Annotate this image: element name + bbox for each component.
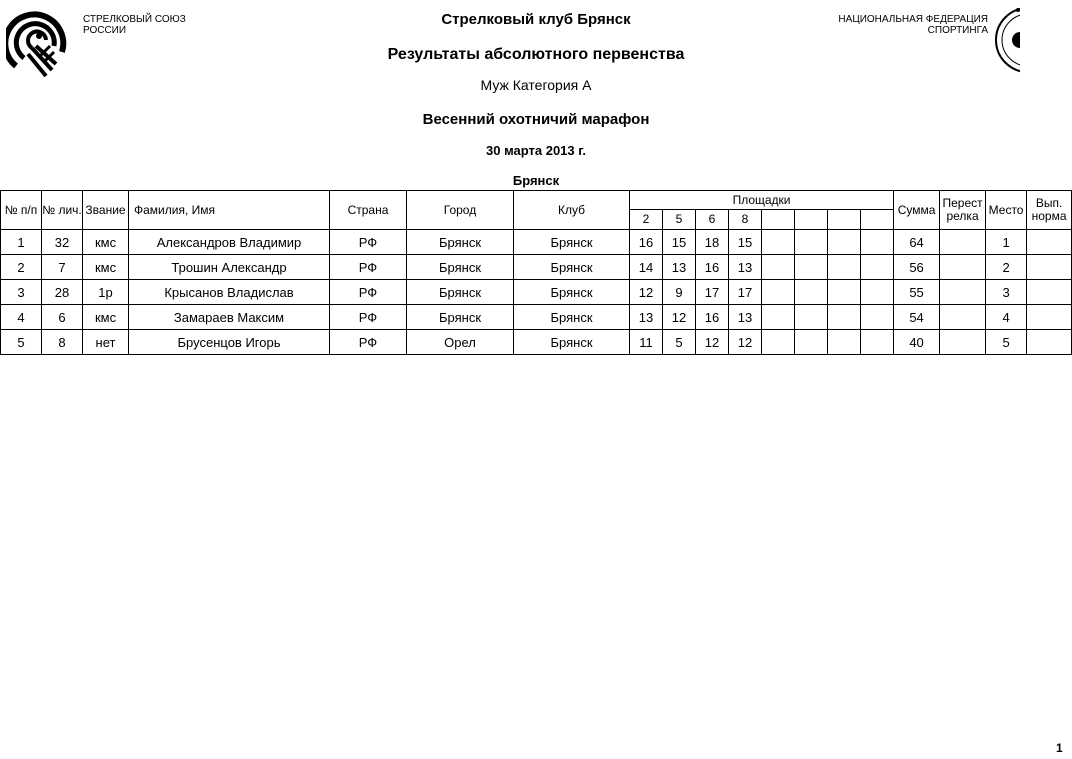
cell-country: РФ <box>330 230 407 255</box>
cell-score: 17 <box>729 280 762 305</box>
cell-shootoff <box>940 280 986 305</box>
cell-country: РФ <box>330 305 407 330</box>
cell-score: 12 <box>696 330 729 355</box>
cell-row-no: 3 <box>1 280 42 305</box>
cell-score: 12 <box>663 305 696 330</box>
cell-score: 13 <box>663 255 696 280</box>
cell-score: 18 <box>696 230 729 255</box>
col-header-name: Фамилия, Имя <box>129 191 330 230</box>
cell-score-empty <box>762 305 795 330</box>
station-number <box>762 210 795 230</box>
cell-score: 5 <box>663 330 696 355</box>
club-heading: Стрелковый клуб Брянск <box>441 11 631 28</box>
cell-shootoff <box>940 330 986 355</box>
cell-rank: нет <box>83 330 129 355</box>
cell-score-empty <box>828 230 861 255</box>
org-right-line2: СПОРТИНГА <box>927 25 988 36</box>
cell-rank: кмс <box>83 305 129 330</box>
cell-norm <box>1027 330 1072 355</box>
cell-score-empty <box>795 305 828 330</box>
cell-club: Брянск <box>514 330 630 355</box>
category-heading: Муж Категория А <box>480 77 592 93</box>
cell-city: Брянск <box>407 230 514 255</box>
col-header-city: Город <box>407 191 514 230</box>
cell-place: 3 <box>986 280 1027 305</box>
station-number: 2 <box>630 210 663 230</box>
cell-total: 56 <box>894 255 940 280</box>
cell-score-empty <box>795 230 828 255</box>
col-header-total: Сумма <box>894 191 940 230</box>
cell-rank: 1р <box>83 280 129 305</box>
cell-club: Брянск <box>514 305 630 330</box>
org-left-line2: РОССИИ <box>83 25 127 36</box>
col-header-rank: Звание <box>83 191 129 230</box>
table-row <box>1 305 1072 330</box>
cell-score-empty <box>762 255 795 280</box>
cell-score-empty <box>861 280 894 305</box>
cell-score: 13 <box>729 305 762 330</box>
cell-shootoff <box>940 255 986 280</box>
cell-score-empty <box>795 280 828 305</box>
cell-row-no: 1 <box>1 230 42 255</box>
cell-score-empty <box>861 330 894 355</box>
cell-club: Брянск <box>514 280 630 305</box>
cell-score: 17 <box>696 280 729 305</box>
cell-score: 11 <box>630 330 663 355</box>
cell-license-no: 6 <box>42 305 83 330</box>
cell-name: Крысанов Владислав <box>129 280 330 305</box>
cell-row-no: 5 <box>1 330 42 355</box>
event-date: 30 марта 2013 г. <box>486 143 586 158</box>
cell-score: 16 <box>696 255 729 280</box>
cell-name: Замараев Максим <box>129 305 330 330</box>
cell-norm <box>1027 230 1072 255</box>
cell-rank: кмс <box>83 255 129 280</box>
cell-score-empty <box>861 230 894 255</box>
cell-club: Брянск <box>514 255 630 280</box>
cell-score: 16 <box>630 230 663 255</box>
cell-place: 4 <box>986 305 1027 330</box>
cell-name: Александров Владимир <box>129 230 330 255</box>
cell-score-empty <box>861 305 894 330</box>
cell-total: 54 <box>894 305 940 330</box>
cell-place: 2 <box>986 255 1027 280</box>
station-number <box>795 210 828 230</box>
table-row <box>1 280 1072 305</box>
cell-city: Брянск <box>407 280 514 305</box>
cell-score: 13 <box>630 305 663 330</box>
cell-row-no: 4 <box>1 305 42 330</box>
cell-license-no: 8 <box>42 330 83 355</box>
col-header-norm: Вып. норма <box>1027 191 1072 230</box>
cell-score-empty <box>828 330 861 355</box>
cell-score: 16 <box>696 305 729 330</box>
cell-score-empty <box>795 255 828 280</box>
cell-place: 1 <box>986 230 1027 255</box>
cell-score-empty <box>861 255 894 280</box>
station-number: 5 <box>663 210 696 230</box>
cell-norm <box>1027 305 1072 330</box>
cell-country: РФ <box>330 330 407 355</box>
cell-total: 55 <box>894 280 940 305</box>
col-header-license-no: № лич. <box>42 191 83 230</box>
cell-city: Орел <box>407 330 514 355</box>
page-number: 1 <box>1056 741 1063 755</box>
cell-city: Брянск <box>407 305 514 330</box>
cell-club: Брянск <box>514 230 630 255</box>
cell-score-empty <box>795 330 828 355</box>
cell-row-no: 2 <box>1 255 42 280</box>
cell-score-empty <box>828 305 861 330</box>
cell-shootoff <box>940 230 986 255</box>
col-header-stations: Площадки <box>630 191 894 210</box>
cell-license-no: 32 <box>42 230 83 255</box>
cell-country: РФ <box>330 255 407 280</box>
cell-score: 15 <box>729 230 762 255</box>
cell-score: 13 <box>729 255 762 280</box>
page-title: Результаты абсолютного первенства <box>387 46 685 63</box>
station-number <box>861 210 894 230</box>
cell-norm <box>1027 280 1072 305</box>
cell-norm <box>1027 255 1072 280</box>
cell-license-no: 7 <box>42 255 83 280</box>
col-header-club: Клуб <box>514 191 630 230</box>
cell-score-empty <box>762 280 795 305</box>
cell-score-empty <box>828 280 861 305</box>
cell-score-empty <box>762 230 795 255</box>
event-city: Брянск <box>512 173 560 188</box>
station-number: 8 <box>729 210 762 230</box>
cell-total: 64 <box>894 230 940 255</box>
cell-score: 12 <box>630 280 663 305</box>
col-header-shootoff: Перестрелка <box>940 191 986 230</box>
table-row <box>1 255 1072 280</box>
cell-country: РФ <box>330 280 407 305</box>
station-number: 6 <box>696 210 729 230</box>
cell-shootoff <box>940 305 986 330</box>
cell-name: Брусенцов Игорь <box>129 330 330 355</box>
cell-city: Брянск <box>407 255 514 280</box>
table-row <box>1 330 1072 355</box>
cell-score: 15 <box>663 230 696 255</box>
table-row <box>1 230 1072 255</box>
cell-license-no: 28 <box>42 280 83 305</box>
col-header-row-no: № п/п <box>1 191 42 230</box>
col-header-country: Страна <box>330 191 407 230</box>
event-heading: Весенний охотничий марафон <box>422 111 650 128</box>
cell-score: 12 <box>729 330 762 355</box>
cell-score-empty <box>828 255 861 280</box>
cell-place: 5 <box>986 330 1027 355</box>
cell-score-empty <box>762 330 795 355</box>
org-right-line1: НАЦИОНАЛЬНАЯ ФЕДЕРАЦИЯ <box>838 14 988 25</box>
col-header-place: Место <box>986 191 1027 230</box>
cell-name: Трошин Александр <box>129 255 330 280</box>
cell-score: 9 <box>663 280 696 305</box>
cell-score: 14 <box>630 255 663 280</box>
org-left-line1: СТРЕЛКОВЫЙ СОЮЗ <box>83 14 186 25</box>
results-table <box>0 190 1072 355</box>
cell-rank: кмс <box>83 230 129 255</box>
cell-total: 40 <box>894 330 940 355</box>
station-number <box>828 210 861 230</box>
